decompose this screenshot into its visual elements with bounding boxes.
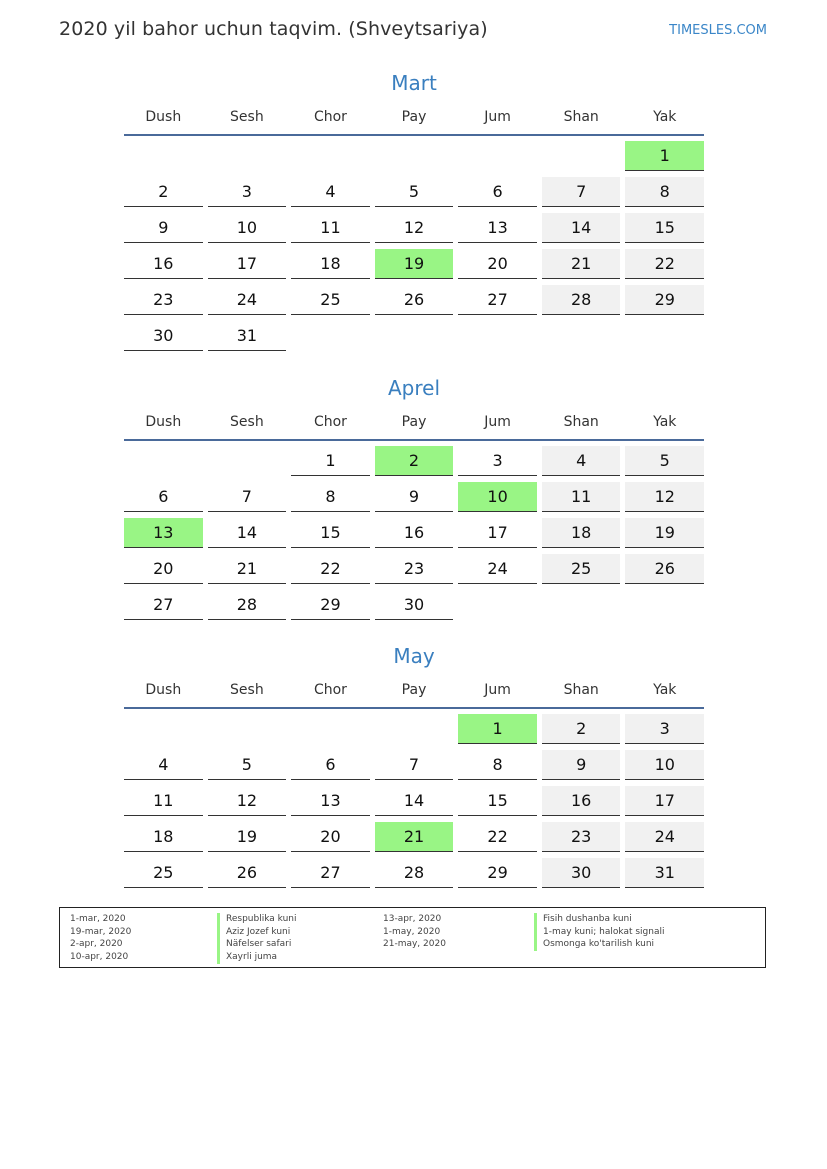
weekday-label: Jum xyxy=(484,682,511,698)
legend-date: 2-apr, 2020 xyxy=(70,939,123,950)
empty-day-cell xyxy=(291,141,370,171)
weekday-header xyxy=(124,671,704,709)
day-cell: 7 xyxy=(375,750,454,780)
day-cell: 24 xyxy=(208,285,287,315)
day-cell: 21 xyxy=(542,249,621,279)
empty-day-cell xyxy=(625,590,704,620)
day-cell: 19 xyxy=(208,822,287,852)
empty-day-cell xyxy=(124,714,203,744)
day-cell: 27 xyxy=(291,858,370,888)
empty-day-cell xyxy=(542,141,621,171)
day-cell: 8 xyxy=(625,177,704,207)
legend-dates-col-2 xyxy=(383,913,446,951)
empty-day-cell xyxy=(375,321,454,351)
week-row xyxy=(124,177,704,208)
day-cell: 5 xyxy=(625,446,704,476)
day-cell: 29 xyxy=(291,590,370,620)
weekday-label: Chor xyxy=(313,682,347,698)
day-cell: 21 xyxy=(208,554,287,584)
empty-day-cell xyxy=(291,714,370,744)
holiday-day-cell: 21 xyxy=(375,822,454,852)
day-cell: 4 xyxy=(542,446,621,476)
day-cell: 24 xyxy=(625,822,704,852)
week-row xyxy=(124,590,704,621)
day-cell: 31 xyxy=(208,321,287,351)
day-cell: 12 xyxy=(375,213,454,243)
legend-holiday-name: Fisih dushanba kuni xyxy=(534,913,665,926)
weekday-label: Chor xyxy=(313,414,347,430)
legend-date: 19-mar, 2020 xyxy=(70,926,132,937)
week-row xyxy=(124,321,704,352)
legend-names-col-1 xyxy=(217,913,296,964)
day-cell: 18 xyxy=(291,249,370,279)
day-cell: 23 xyxy=(542,822,621,852)
day-cell: 27 xyxy=(458,285,537,315)
day-cell: 20 xyxy=(291,822,370,852)
holiday-day-cell: 13 xyxy=(124,518,203,548)
day-cell: 31 xyxy=(625,858,704,888)
weekday-label: Pay xyxy=(401,109,427,125)
day-cell: 17 xyxy=(625,786,704,816)
empty-day-cell xyxy=(291,321,370,351)
day-cell: 22 xyxy=(625,249,704,279)
week-row xyxy=(124,141,704,172)
weekday-label: Sesh xyxy=(230,109,264,125)
day-cell: 14 xyxy=(208,518,287,548)
site-link[interactable]: TIMESLES.COM xyxy=(669,23,767,38)
month-title: Aprel xyxy=(387,376,441,400)
week-row xyxy=(124,446,704,477)
week-row xyxy=(124,858,704,889)
month-march xyxy=(124,68,704,357)
day-cell: 30 xyxy=(124,321,203,351)
day-cell: 15 xyxy=(458,786,537,816)
day-cell: 17 xyxy=(208,249,287,279)
legend-holiday-name: 1-may kuni; halokat signali xyxy=(534,926,665,939)
legend-holiday-name: Aziz Jozef kuni xyxy=(217,926,296,939)
empty-day-cell xyxy=(375,714,454,744)
month-grid xyxy=(124,441,704,621)
holiday-legend xyxy=(59,907,766,968)
day-cell: 20 xyxy=(458,249,537,279)
day-cell: 12 xyxy=(208,786,287,816)
month-grid xyxy=(124,709,704,889)
day-cell: 3 xyxy=(625,714,704,744)
page-title: 2020 yil bahor uchun taqvim. (Shveytsariya) xyxy=(59,18,488,40)
week-row xyxy=(124,750,704,781)
week-row xyxy=(124,822,704,853)
day-cell: 29 xyxy=(625,285,704,315)
weekday-label: Yak xyxy=(653,682,677,698)
weekday-label: Shan xyxy=(563,109,599,125)
day-cell: 6 xyxy=(291,750,370,780)
day-cell: 3 xyxy=(208,177,287,207)
month-april xyxy=(124,373,704,626)
day-cell: 28 xyxy=(375,858,454,888)
day-cell: 14 xyxy=(542,213,621,243)
week-row xyxy=(124,285,704,316)
day-cell: 18 xyxy=(124,822,203,852)
empty-day-cell xyxy=(458,590,537,620)
legend-date: 1-may, 2020 xyxy=(383,926,441,937)
day-cell: 6 xyxy=(124,482,203,512)
empty-day-cell xyxy=(458,141,537,171)
day-cell: 23 xyxy=(375,554,454,584)
weekday-label: Sesh xyxy=(230,682,264,698)
day-cell: 6 xyxy=(458,177,537,207)
month-may xyxy=(124,641,704,894)
legend-holiday-name: Näfelser safari xyxy=(217,938,296,951)
weekday-label: Pay xyxy=(401,682,427,698)
day-cell: 1 xyxy=(291,446,370,476)
day-cell: 11 xyxy=(124,786,203,816)
day-cell: 26 xyxy=(625,554,704,584)
day-cell: 9 xyxy=(542,750,621,780)
month-title: Mart xyxy=(391,71,437,95)
day-cell: 13 xyxy=(458,213,537,243)
day-cell: 14 xyxy=(375,786,454,816)
day-cell: 13 xyxy=(291,786,370,816)
day-cell: 10 xyxy=(625,750,704,780)
day-cell: 22 xyxy=(291,554,370,584)
empty-day-cell xyxy=(124,141,203,171)
empty-day-cell xyxy=(542,590,621,620)
holiday-day-cell: 10 xyxy=(458,482,537,512)
weekday-label: Pay xyxy=(401,414,427,430)
legend-names-col-2 xyxy=(534,913,665,951)
empty-day-cell xyxy=(542,321,621,351)
day-cell: 19 xyxy=(625,518,704,548)
day-cell: 9 xyxy=(124,213,203,243)
day-cell: 8 xyxy=(291,482,370,512)
day-cell: 3 xyxy=(458,446,537,476)
day-cell: 24 xyxy=(458,554,537,584)
day-cell: 25 xyxy=(291,285,370,315)
empty-day-cell xyxy=(375,141,454,171)
weekday-label: Yak xyxy=(653,109,677,125)
day-cell: 2 xyxy=(542,714,621,744)
weekday-label: Jum xyxy=(484,414,511,430)
holiday-day-cell: 19 xyxy=(375,249,454,279)
empty-day-cell xyxy=(625,321,704,351)
weekday-label: Shan xyxy=(563,414,599,430)
day-cell: 28 xyxy=(542,285,621,315)
day-cell: 10 xyxy=(208,213,287,243)
weekday-label: Sesh xyxy=(230,414,264,430)
day-cell: 7 xyxy=(542,177,621,207)
day-cell: 30 xyxy=(375,590,454,620)
legend-dates-col-1 xyxy=(70,913,131,964)
day-cell: 11 xyxy=(542,482,621,512)
day-cell: 8 xyxy=(458,750,537,780)
empty-day-cell xyxy=(124,446,203,476)
day-cell: 28 xyxy=(208,590,287,620)
day-cell: 23 xyxy=(124,285,203,315)
weekday-label: Jum xyxy=(484,109,511,125)
day-cell: 30 xyxy=(542,858,621,888)
week-row xyxy=(124,249,704,280)
legend-holiday-name: Respublika kuni xyxy=(217,913,296,926)
week-row xyxy=(124,714,704,745)
weekday-label: Dush xyxy=(145,414,182,430)
empty-day-cell xyxy=(208,714,287,744)
holiday-day-cell: 1 xyxy=(458,714,537,744)
empty-day-cell xyxy=(208,141,287,171)
day-cell: 4 xyxy=(124,750,203,780)
day-cell: 17 xyxy=(458,518,537,548)
day-cell: 2 xyxy=(124,177,203,207)
day-cell: 5 xyxy=(375,177,454,207)
weekday-header xyxy=(124,403,704,441)
day-cell: 7 xyxy=(208,482,287,512)
empty-day-cell xyxy=(208,446,287,476)
empty-day-cell xyxy=(458,321,537,351)
day-cell: 22 xyxy=(458,822,537,852)
day-cell: 16 xyxy=(542,786,621,816)
month-grid xyxy=(124,136,704,352)
day-cell: 11 xyxy=(291,213,370,243)
day-cell: 26 xyxy=(375,285,454,315)
legend-date: 1-mar, 2020 xyxy=(70,914,126,924)
legend-date: 21-may, 2020 xyxy=(383,939,446,950)
legend-holiday-name: Xayrli juma xyxy=(217,951,296,964)
day-cell: 25 xyxy=(542,554,621,584)
day-cell: 16 xyxy=(375,518,454,548)
legend-date: 13-apr, 2020 xyxy=(383,914,442,924)
day-cell: 20 xyxy=(124,554,203,584)
weekday-label: Chor xyxy=(313,109,347,125)
week-row xyxy=(124,786,704,817)
weekday-label: Yak xyxy=(653,414,677,430)
month-title: May xyxy=(393,644,435,668)
holiday-day-cell: 1 xyxy=(625,141,704,171)
day-cell: 9 xyxy=(375,482,454,512)
weekday-label: Dush xyxy=(145,109,182,125)
week-row xyxy=(124,482,704,513)
day-cell: 5 xyxy=(208,750,287,780)
day-cell: 26 xyxy=(208,858,287,888)
weekday-label: Shan xyxy=(563,682,599,698)
legend-date: 10-apr, 2020 xyxy=(70,952,129,963)
weekday-header xyxy=(124,98,704,136)
weekday-label: Dush xyxy=(145,682,182,698)
holiday-day-cell: 2 xyxy=(375,446,454,476)
day-cell: 4 xyxy=(291,177,370,207)
week-row xyxy=(124,518,704,549)
day-cell: 16 xyxy=(124,249,203,279)
day-cell: 12 xyxy=(625,482,704,512)
day-cell: 15 xyxy=(291,518,370,548)
day-cell: 18 xyxy=(542,518,621,548)
week-row xyxy=(124,554,704,585)
day-cell: 27 xyxy=(124,590,203,620)
day-cell: 25 xyxy=(124,858,203,888)
legend-holiday-name: Osmonga ko'tarilish kuni xyxy=(534,938,665,951)
week-row xyxy=(124,213,704,244)
day-cell: 15 xyxy=(625,213,704,243)
day-cell: 29 xyxy=(458,858,537,888)
